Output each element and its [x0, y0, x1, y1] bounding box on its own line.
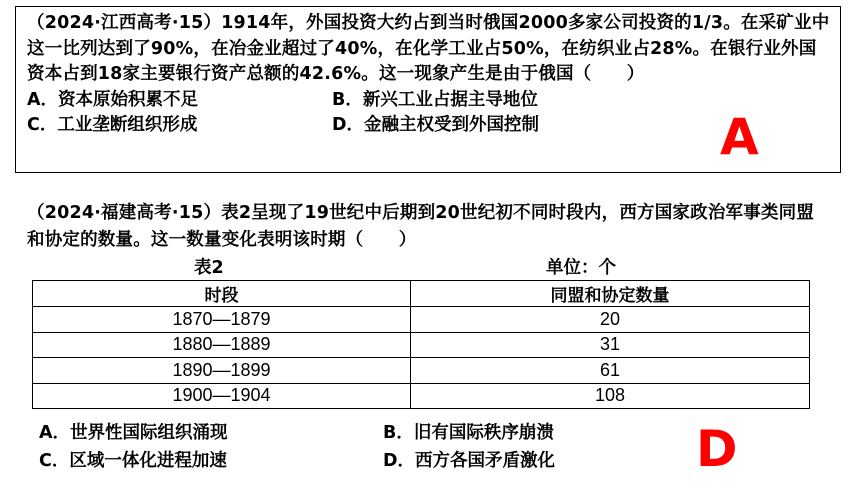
table-cell-count: 31 — [411, 332, 810, 358]
q2-option-b: B．旧有国际秩序崩溃 — [383, 423, 554, 443]
q1-option-b: B．新兴工业占据主导地位 — [332, 89, 538, 110]
table-header-count: 同盟和协定数量 — [411, 281, 810, 307]
table-cell-count: 20 — [411, 307, 810, 333]
table-caption: 表2 — [194, 258, 224, 278]
question-1-box — [15, 6, 841, 173]
table-unit: 单位：个 — [546, 258, 616, 278]
table-meta — [27, 254, 827, 278]
question-2-answer: D — [696, 420, 738, 478]
table-cell-count: 61 — [411, 358, 810, 384]
table-cell-period: 1900—1904 — [33, 383, 411, 409]
table-cell-period: 1880—1889 — [33, 332, 411, 358]
table-header-row — [33, 281, 810, 307]
q2-option-d: D．西方各国矛盾激化 — [383, 451, 556, 471]
q1-option-c: C．工业垄断组织形成 — [27, 114, 198, 135]
question-2-stem: （2024·福建高考·15）表2呈现了19世纪中后期到20世纪初不同时段内，西方国家政治军事类同盟和协定的数量。这一数量变化表明该时期（ ） — [27, 203, 815, 250]
table-row — [33, 358, 810, 384]
table-cell-count: 108 — [411, 383, 810, 409]
table-cell-period: 1870—1879 — [33, 307, 411, 333]
table-cell-period: 1890—1899 — [33, 358, 411, 384]
question-1-answer: A — [720, 108, 759, 166]
table-row — [33, 332, 810, 358]
q1-option-a: A．资本原始积累不足 — [27, 89, 199, 110]
table-row — [33, 307, 810, 333]
table-row — [33, 383, 810, 409]
question-2 — [27, 200, 827, 278]
question-1-stem: （2024·江西高考·15）1914年，外国投资大约占到当时俄国2000多家公司投资的1/3。在采矿业中这一比列达到了90%，在冶金业超过了40%，在化学工业占50%，在纺织业占28%。在银行业外国资本占到18家主要银行资产总额的42.6%。这一现象产生是由于俄国（ ） — [27, 13, 830, 84]
table-header-period: 时段 — [33, 281, 411, 307]
alliance-table — [32, 280, 810, 409]
q2-option-a: A．世界性国际组织涌现 — [39, 423, 228, 443]
question-1-options — [27, 88, 832, 138]
q1-option-d: D．金融主权受到外国控制 — [332, 114, 540, 135]
question-2-options — [39, 419, 727, 475]
q2-option-c: C．区域一体化进程加速 — [39, 451, 227, 471]
